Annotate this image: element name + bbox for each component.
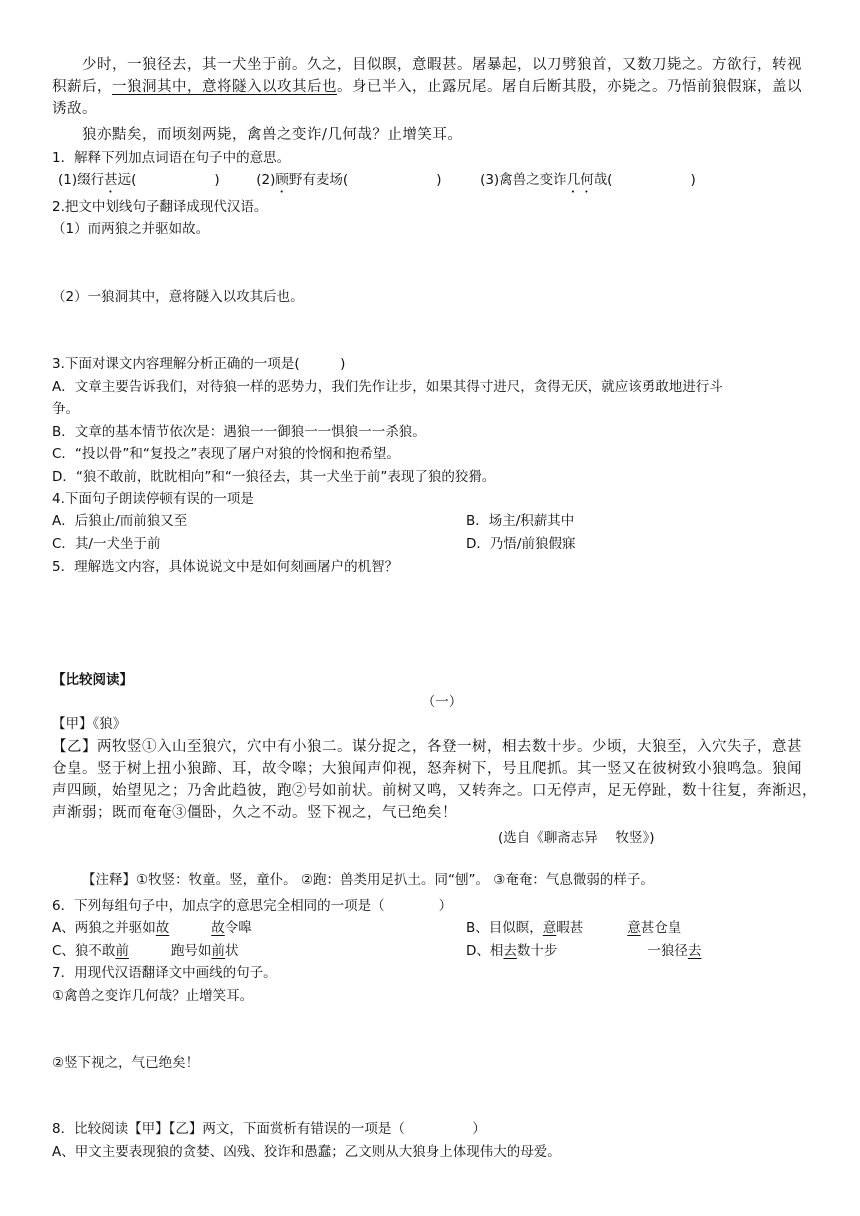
question-3-option-c: C．“投以骨”和“复投之”表现了屠户对狼的怜悯和抱希望。 bbox=[52, 446, 400, 462]
question-6-stem: 6．下列每组句子中，加点字的意思完全相同的一项是（ ） bbox=[52, 898, 453, 914]
question-3-option-d: D．“狼不敢前，眈眈相向”和“一狼径去，其一犬坐于前”表现了狼的狡猾。 bbox=[52, 469, 496, 485]
passage-yi-line-4: 声渐弱；既而奄奄③僵卧，久之不动。竖下视之，气已绝矣！ bbox=[52, 805, 457, 821]
passage-notes: 【注释】①牧竖：牧童。竖，童仆。 ②跑：兽类用足扒土。同“刨”。 ③奄奄：气息微弱的样子。 bbox=[82, 872, 654, 888]
question-2-sentence-2: （2）一狼洞其中，意将隧入以攻其后也。 bbox=[52, 289, 304, 305]
passage-yi-line-3: 声四顾，始望见之；乃舍此趋彼，跑②号如前状。前树又鸣，又转奔之。口无停声，足无停趾，数十往复，奔渐迟， bbox=[52, 783, 817, 799]
passage-yi-line-2: 仓皇。竖于树上扭小狼蹄、耳，故令嗥；大狼闻声仰视，怒奔树下，号且爬抓。其一竖又在彼树致小狼鸣急。狼闻 bbox=[52, 761, 802, 777]
question-5-stem: 5．理解选文内容，具体说说文中是如何刻画屠户的机智？ bbox=[52, 559, 399, 575]
passage-line-2: 积薪后，一狼洞其中，意将隧入以攻其后也。身已半入，止露尻尾。屠自后断其股，亦毙之。乃悟前狼假寐，盖以 bbox=[52, 79, 802, 95]
question-8-option-a: A、甲文主要表现狼的贪婪、凶残、狡诈和愚蠢；乙文则从大狼身上体现伟大的母爱。 bbox=[52, 1144, 561, 1160]
passage-line-1: 少时，一狼径去，其一犬坐于前。久之，目似瞑，意暇甚。屠暴起，以刀劈狼首，又数刀毙之。方欲行，转视 bbox=[82, 57, 802, 73]
passage-line-3: 诱敌。 bbox=[52, 101, 97, 117]
question-1-stem: 1．解释下列加点词语在句子中的意思。 bbox=[52, 150, 291, 166]
question-4-row-2: C．其/一犬坐于前 D．乃悟/前狼假寐 bbox=[52, 536, 576, 552]
question-8-stem: 8．比较阅读【甲】【乙】两文，下面赏析有错误的一项是（ ） bbox=[52, 1121, 486, 1137]
underlined-sentence: 一狼洞其中，意将隧入以攻其后也 bbox=[112, 79, 337, 95]
passage-jia-title: 【甲】《狼》 bbox=[52, 716, 127, 732]
passage-line-4: 狼亦黠矣，而顷刻两毙，禽兽之变诈/几何哉？止增笑耳。 bbox=[82, 127, 463, 143]
question-3-option-a-cont: 争。 bbox=[52, 401, 79, 417]
question-2-sentence-1: （1）而两狼之并驱如故。 bbox=[52, 221, 210, 237]
question-3-option-a: A．文章主要告诉我们，对待狼一样的恶势力，我们先作让步，如果其得寸进尺，贪得无厌，就应该勇敢地进行斗 bbox=[52, 379, 723, 395]
passage-source: (选自《聊斋志异 牧竖》) bbox=[498, 830, 655, 846]
question-3-option-b: B．文章的基本情节依次是：遇狼一一御狼一一惧狼一一杀狼。 bbox=[52, 424, 426, 440]
question-4-stem: 4.下面句子朗读停顿有误的一项是 bbox=[52, 491, 254, 507]
question-7-sentence-1: ①禽兽之变诈几何哉？止增笑耳。 bbox=[52, 988, 254, 1004]
question-1-items: (1)缀行甚远( ) (2)顾野有麦场( ) (3)禽兽之变诈几何哉( ) bbox=[58, 172, 696, 188]
passage-yi-line-1: 【乙】两牧竖①入山至狼穴，穴中有小狼二。谋分捉之，各登一树，相去数十步。少顷，大狼至，入穴失子，意甚 bbox=[52, 739, 802, 755]
question-3-stem: 3.下面对课文内容理解分析正确的一项是( ) bbox=[52, 356, 346, 372]
question-4-row-1: A．后狼止/而前狼又至 B．场主/积薪其中 bbox=[52, 513, 575, 529]
question-7-sentence-2: ②竖下视之，气已绝矣！ bbox=[52, 1055, 200, 1071]
section-heading: 【比较阅读】 bbox=[52, 672, 133, 688]
question-6-row-2: C、狼不敢前 跑号如前状 D、相去数十步 一狼径去 bbox=[52, 943, 702, 959]
section-subheading: （一） bbox=[421, 694, 463, 710]
question-2-stem: 2.把文中划线句子翻译成现代汉语。 bbox=[52, 199, 268, 215]
question-7-stem: 7．用现代汉语翻译文中画线的句子。 bbox=[52, 965, 277, 981]
question-6-row-1: A、两狼之并驱如故 故令嗥 B、目似瞑，意暇甚 意甚仓皇 bbox=[52, 920, 682, 936]
